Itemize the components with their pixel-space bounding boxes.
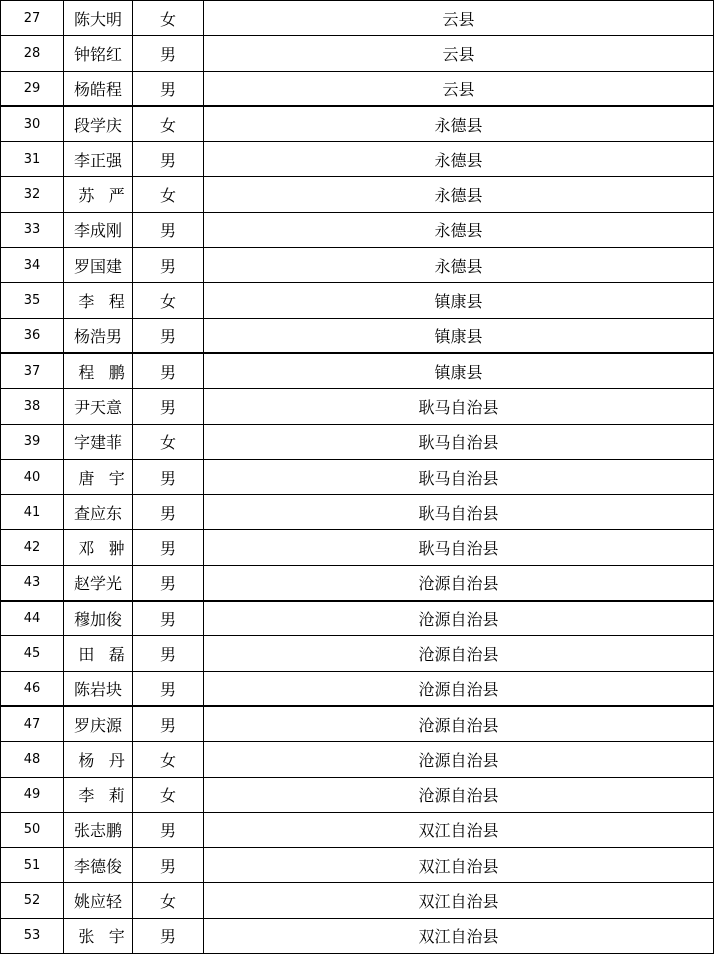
- row-number-cell: 51: [1, 848, 64, 883]
- county-cell: 永德县: [204, 106, 714, 141]
- row-number-cell: 40: [1, 459, 64, 494]
- name-cell: 李程: [64, 283, 133, 318]
- gender-cell: 男: [133, 495, 204, 530]
- row-number-cell: 37: [1, 353, 64, 388]
- table-row: [1, 601, 714, 636]
- table-row: [1, 918, 714, 953]
- name-cell: 田磊: [64, 636, 133, 671]
- name-cell: 李正强: [64, 142, 133, 177]
- gender-cell: 男: [133, 142, 204, 177]
- row-number-cell: 52: [1, 883, 64, 918]
- county-cell: 沧源自治县: [204, 601, 714, 636]
- row-number-cell: 53: [1, 918, 64, 953]
- county-cell: 沧源自治县: [204, 565, 714, 600]
- table-row: [1, 530, 714, 565]
- table-row: [1, 742, 714, 777]
- table-row: [1, 671, 714, 706]
- gender-cell: 男: [133, 212, 204, 247]
- county-cell: 沧源自治县: [204, 671, 714, 706]
- county-cell: 沧源自治县: [204, 777, 714, 812]
- gender-cell: 男: [133, 636, 204, 671]
- name-cell: 杨皓程: [64, 71, 133, 106]
- county-cell: 双江自治县: [204, 883, 714, 918]
- county-cell: 双江自治县: [204, 918, 714, 953]
- roster-table-body: [1, 1, 714, 954]
- table-row: [1, 424, 714, 459]
- table-row: [1, 883, 714, 918]
- row-number-cell: 32: [1, 177, 64, 212]
- table-row: [1, 318, 714, 353]
- gender-cell: 女: [133, 777, 204, 812]
- row-number-cell: 48: [1, 742, 64, 777]
- gender-cell: 男: [133, 565, 204, 600]
- gender-cell: 男: [133, 848, 204, 883]
- name-cell: 李莉: [64, 777, 133, 812]
- gender-cell: 男: [133, 318, 204, 353]
- gender-cell: 男: [133, 601, 204, 636]
- gender-cell: 女: [133, 283, 204, 318]
- table-row: [1, 848, 714, 883]
- table-row: [1, 36, 714, 71]
- row-number-cell: 35: [1, 283, 64, 318]
- gender-cell: 男: [133, 36, 204, 71]
- gender-cell: 男: [133, 459, 204, 494]
- county-cell: 双江自治县: [204, 812, 714, 847]
- name-cell: 查应东: [64, 495, 133, 530]
- row-number-cell: 41: [1, 495, 64, 530]
- gender-cell: 女: [133, 424, 204, 459]
- gender-cell: 女: [133, 1, 204, 36]
- name-cell: 邓翀: [64, 530, 133, 565]
- gender-cell: 女: [133, 742, 204, 777]
- row-number-cell: 36: [1, 318, 64, 353]
- gender-cell: 男: [133, 389, 204, 424]
- name-cell: 李成刚: [64, 212, 133, 247]
- name-cell: 李德俊: [64, 848, 133, 883]
- row-number-cell: 38: [1, 389, 64, 424]
- row-number-cell: 49: [1, 777, 64, 812]
- county-cell: 永德县: [204, 177, 714, 212]
- county-cell: 镇康县: [204, 353, 714, 388]
- row-number-cell: 44: [1, 601, 64, 636]
- name-cell: 唐宇: [64, 459, 133, 494]
- gender-cell: 男: [133, 918, 204, 953]
- county-cell: 镇康县: [204, 283, 714, 318]
- gender-cell: 女: [133, 883, 204, 918]
- county-cell: 永德县: [204, 248, 714, 283]
- name-cell: 尹天意: [64, 389, 133, 424]
- county-cell: 耿马自治县: [204, 389, 714, 424]
- county-cell: 沧源自治县: [204, 742, 714, 777]
- table-row: [1, 212, 714, 247]
- row-number-cell: 45: [1, 636, 64, 671]
- table-row: [1, 495, 714, 530]
- name-cell: 程鹏: [64, 353, 133, 388]
- name-cell: 杨浩男: [64, 318, 133, 353]
- row-number-cell: 33: [1, 212, 64, 247]
- table-row: [1, 106, 714, 141]
- table-row: [1, 389, 714, 424]
- name-cell: 罗庆源: [64, 706, 133, 741]
- row-number-cell: 43: [1, 565, 64, 600]
- name-cell: 赵学光: [64, 565, 133, 600]
- table-row: [1, 71, 714, 106]
- row-number-cell: 50: [1, 812, 64, 847]
- table-row: [1, 459, 714, 494]
- county-cell: 云县: [204, 71, 714, 106]
- county-cell: 耿马自治县: [204, 459, 714, 494]
- row-number-cell: 39: [1, 424, 64, 459]
- gender-cell: 女: [133, 106, 204, 141]
- gender-cell: 男: [133, 671, 204, 706]
- county-cell: 沧源自治县: [204, 636, 714, 671]
- table-row: [1, 777, 714, 812]
- table-row: [1, 706, 714, 741]
- county-cell: 耿马自治县: [204, 495, 714, 530]
- county-cell: 云县: [204, 36, 714, 71]
- name-cell: 段学庆: [64, 106, 133, 141]
- table-row: [1, 1, 714, 36]
- name-cell: 穆加俊: [64, 601, 133, 636]
- county-cell: 耿马自治县: [204, 530, 714, 565]
- name-cell: 罗国建: [64, 248, 133, 283]
- name-cell: 杨丹: [64, 742, 133, 777]
- county-cell: 沧源自治县: [204, 706, 714, 741]
- table-row: [1, 636, 714, 671]
- table-row: [1, 565, 714, 600]
- table-row: [1, 283, 714, 318]
- row-number-cell: 31: [1, 142, 64, 177]
- row-number-cell: 46: [1, 671, 64, 706]
- gender-cell: 男: [133, 812, 204, 847]
- name-cell: 钟铭红: [64, 36, 133, 71]
- row-number-cell: 42: [1, 530, 64, 565]
- county-cell: 永德县: [204, 212, 714, 247]
- gender-cell: 男: [133, 353, 204, 388]
- gender-cell: 男: [133, 71, 204, 106]
- county-cell: 云县: [204, 1, 714, 36]
- row-number-cell: 28: [1, 36, 64, 71]
- name-cell: 张宇: [64, 918, 133, 953]
- county-cell: 双江自治县: [204, 848, 714, 883]
- gender-cell: 男: [133, 248, 204, 283]
- row-number-cell: 29: [1, 71, 64, 106]
- name-cell: 苏严: [64, 177, 133, 212]
- row-number-cell: 47: [1, 706, 64, 741]
- county-cell: 镇康县: [204, 318, 714, 353]
- table-row: [1, 812, 714, 847]
- table-row: [1, 142, 714, 177]
- name-cell: 陈大明: [64, 1, 133, 36]
- row-number-cell: 30: [1, 106, 64, 141]
- row-number-cell: 27: [1, 1, 64, 36]
- county-cell: 永德县: [204, 142, 714, 177]
- name-cell: 姚应轻: [64, 883, 133, 918]
- gender-cell: 男: [133, 530, 204, 565]
- county-cell: 耿马自治县: [204, 424, 714, 459]
- table-row: [1, 177, 714, 212]
- table-row: [1, 248, 714, 283]
- name-cell: 字建菲: [64, 424, 133, 459]
- table-row: [1, 353, 714, 388]
- name-cell: 陈岩块: [64, 671, 133, 706]
- row-number-cell: 34: [1, 248, 64, 283]
- name-cell: 张志鹏: [64, 812, 133, 847]
- gender-cell: 女: [133, 177, 204, 212]
- gender-cell: 男: [133, 706, 204, 741]
